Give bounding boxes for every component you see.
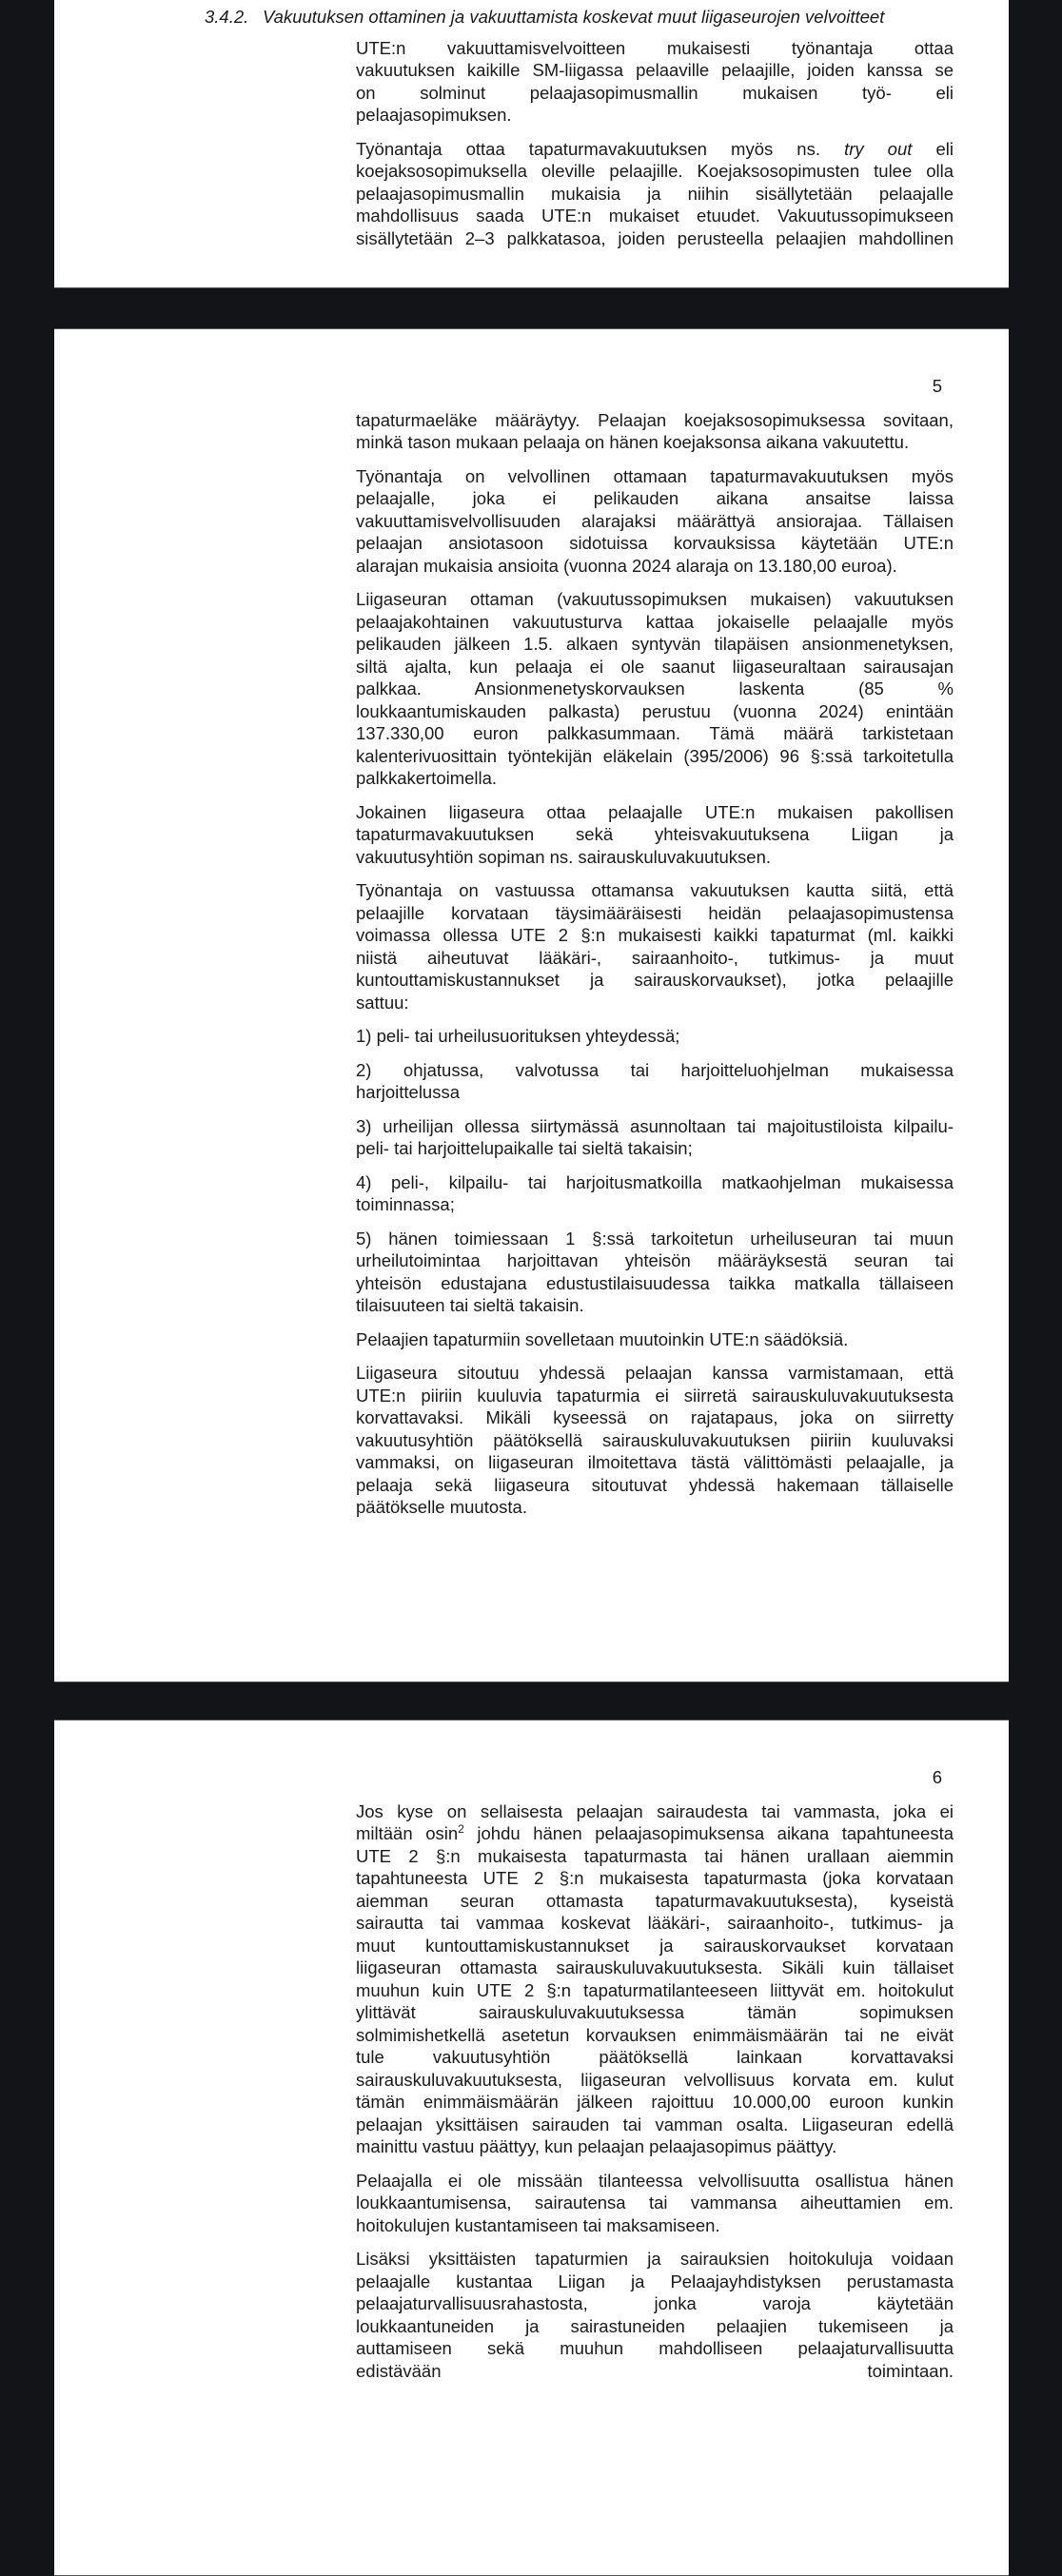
text-line: 3) urheilijan ollessa siirtymässä asunnoltaan tai majoitustiloista kilpailu- [356, 1115, 954, 1136]
text-line: voimassa ollessa UTE 2 §:n mukaisesti kaikki tapaturmat (ml. kaikki [356, 925, 954, 945]
text-line: 1) peli- tai urheilusuorituksen yhteydessä; [356, 1026, 680, 1046]
paragraph [356, 1328, 954, 1351]
text-line: tule vakuutusyhtiön päätöksellä lainkaan korvattavaksi [356, 2047, 954, 2067]
paragraph [356, 37, 954, 127]
text-line: auttamiseen sekä muuhun mahdolliseen pelaajaturvallisuutta [356, 2338, 954, 2358]
text-line: pelaajille korvataan täysimääräisesti heidän pelaajasopimustensa [356, 902, 954, 923]
text-line: minkä tason mukaan pelaaja on hänen koejaksonsa aikana vakuutettu. [356, 432, 910, 452]
pdf-page-4-fragment [54, 0, 1009, 288]
text-line: Työnantaja on velvollinen ottamaan tapaturmavakuutuksen myös [356, 465, 954, 486]
pdf-page-6-fragment [54, 1720, 1009, 2576]
text-line: päätökselle muutosta. [356, 1497, 527, 1517]
text-line: mainittu vastuu päättyy, kun pelaajan pelaajasopimus päättyy. [356, 2136, 837, 2156]
text-line: hoitokulujen kustantamiseen tai maksamiseen. [356, 2214, 720, 2235]
paragraph [356, 1059, 954, 1104]
text-line: loukkaantumiskauden palkasta) perustuu (vuonna 2024) enintään [356, 700, 954, 721]
text-line: Liigaseuran ottaman (vakuutussopimuksen mukaisen) vakuutuksen [356, 589, 954, 609]
text-line: sairauskuluvakuutuksesta, liigaseuran velvollisuus korvata em. kulut [356, 2069, 954, 2090]
text-line: Pelaajien tapaturmiin sovelletaan muutoinkin UTE:n säädöksiä. [356, 1328, 849, 1349]
text-line: tilaisuuteen tai sieltä takaisin. [356, 1295, 584, 1315]
text-line: liigaseuran ottamasta sairauskuluvakuutuksesta. Sikäli kuin tällaiset [356, 1957, 954, 1977]
text-line: 137.330,00 euron palkkasummaan. Tämä määrä tarkistetaan [356, 723, 954, 743]
paragraph [356, 1228, 954, 1317]
paragraph [356, 2170, 954, 2237]
text-line: 5) hänen toimiessaan 1 §:ssä tarkoitetun urheiluseuran tai muun [356, 1228, 954, 1249]
text-line: edistävään toimintaan. [356, 2360, 954, 2381]
text-line: pelaajan yksittäisen sairauden tai vamman osalta. Liigaseuran edellä [356, 2114, 954, 2134]
text-line: harjoittelussa [356, 1082, 461, 1102]
text-line: pelaajaturvallisuusrahastosta, jonka varoja käytetään [356, 2293, 954, 2313]
paragraph [356, 465, 954, 578]
text-line: vakuuttamisvelvollisuuden alarajaksi määrättyä ansiorajaa. Tällaisen [356, 510, 954, 531]
text-line: pelaajan ansiotasoon sidotuissa korvauksissa käytetään UTE:n [356, 533, 954, 553]
text-line: korvattavaksi. Mikäli kyseessä on rajatapaus, joka on siirretty [356, 1407, 954, 1427]
paragraph [356, 1800, 954, 2158]
text-line: Pelaajalla ei ole missään tilanteessa velvollisuutta osallistua hänen [356, 2170, 954, 2191]
paragraph [356, 1025, 954, 1048]
text-line: kuntouttamiskustannukset ja sairauskorvaukset), jotka pelaajille [356, 970, 954, 990]
paragraph [356, 801, 954, 869]
text-line: Liigaseura sitoutuu yhdessä pelaajan kanssa varmistamaan, että [356, 1363, 954, 1383]
text-line: Jos kyse on sellaisesta pelaajan sairaudesta tai vammasta, joka ei [356, 1800, 954, 1821]
paragraph [356, 879, 954, 1013]
text-line: vakuutuksen kaikille SM-liigassa pelaaville pelaajille, joiden kanssa se [356, 60, 954, 80]
text-line: peli- tai harjoittelupaikalle tai sieltä takaisin; [356, 1138, 693, 1158]
section-title: Vakuutuksen ottaminen ja vakuuttamista koskevat muut liigaseurojen velvoitteet [263, 7, 885, 27]
text-line: toiminnassa; [356, 1194, 455, 1214]
text-line: tapaturmaeläke määräytyy. Pelaajan koejaksosopimuksessa sovitaan, [356, 409, 954, 430]
text-line: Jokainen liigaseura ottaa pelaajalle UTE:n mukaisen pakollisen [356, 801, 954, 822]
text-line: 2) ohjatussa, valvotussa tai harjoitteluohjelman mukaisessa [356, 1059, 954, 1080]
paragraph [356, 409, 954, 454]
text-line: 4) peli-, kilpailu- tai harjoitusmatkoilla matkaohjelman mukaisessa [356, 1171, 954, 1192]
text-line: tämän enimmäismäärän jälkeen rajoittuu 10.000,00 euroon kunkin [356, 2092, 954, 2112]
text-line: Työnantaja on vastuussa ottamansa vakuutuksen kautta siitä, että [356, 880, 954, 900]
text-line: palkkakertoimella. [356, 768, 498, 788]
paragraph [356, 588, 954, 790]
text-line: pelaaja sekä liigaseura sitoutuvat yhdessä hakemaan tällaiselle [356, 1474, 954, 1495]
text-line: UTE:n vakuuttamisvelvoitteen mukaisesti työnantaja ottaa [356, 37, 954, 58]
text-line: yhteisön edustajana edustustilaisuudessa taikka matkalla tällaiseen [356, 1272, 954, 1293]
paragraph [356, 1171, 954, 1216]
text-line: kalenterivuosittain työntekijän eläkelain (395/2006) 96 §:ssä tarkoitetulla [356, 745, 954, 766]
text-line: tapahtuneesta UTE 2 §:n mukaisesta tapaturmasta (joka korvataan [356, 1868, 954, 1888]
text-line: vakuutusyhtiön sopiman ns. sairauskuluvakuutuksen. [356, 846, 772, 867]
text-line: niistä aiheutuvat lääkäri-, sairaanhoito-, tutkimus- ja muut [356, 947, 954, 968]
text-line: pelaajalle, joka ei pelikauden aikana ansaitse laissa [356, 488, 954, 508]
text-line: sattuu: [356, 992, 409, 1013]
text-line: UTE:n piiriin kuuluvia tapaturmia ei siirretä sairauskuluvakuutuksesta [356, 1385, 954, 1406]
text-line: sisällytetään 2–3 palkkatasoa, joiden perusteella pelaajien mahdollinen [356, 227, 954, 248]
text-line: sairautta tai vammaa koskevat lääkäri-, sairaanhoito-, tutkimus- ja [356, 1913, 954, 1933]
section-number: 3.4.2. [205, 7, 249, 27]
text-line: muuhun kuin UTE 2 §:n tapaturmatilanteeseen liittyvät em. hoitokulut [356, 1979, 954, 2000]
text-line: pelikauden jälkeen 1.5. alkaen syntyvän tilapäisen ansionmenetyksen, [356, 634, 954, 654]
text-line: alarajan mukaisia ansioita (vuonna 2024 alaraja on 13.180,00 euroa). [356, 555, 897, 576]
paragraph [356, 1362, 954, 1519]
text-line: Työnantaja ottaa tapaturmavakuutuksen myös ns. try out eli [356, 138, 954, 159]
text-line: loukkaantumisensa, sairautensa tai vammansa aiheuttamien em. [356, 2193, 954, 2212]
text-line: siltä ajalta, kun pelaaja ei ole saanut liigaseuraltaan sairausajan [356, 656, 954, 677]
paragraph [356, 1115, 954, 1160]
text-line: loukkaantuneiden ja sairastuneiden pelaajien tukemiseen ja [356, 2315, 954, 2336]
section-heading [205, 6, 987, 29]
pdf-page-5 [54, 328, 1009, 1682]
text-line: pelaajalle kustantaa Liigan ja Pelaajayhdistyksen perustamasta [356, 2271, 954, 2291]
text-line: ylittävät sairauskuluvakuutuksessa tämän sopimuksen [356, 2002, 954, 2022]
text-line: pelaajakohtainen vakuutusturva kattaa jokaiselle pelaajalle myös [356, 611, 954, 632]
text-line: muut kuntouttamiskustannukset ja sairauskorvaukset korvataan [356, 1935, 954, 1956]
text-line: solmimishetkellä asetetun korvauksen enimmäismäärän tai ne eivät [356, 2024, 954, 2045]
text-line: vammaksi, on liigaseuran ilmoitettava tästä välittömästi pelaajalle, ja [356, 1452, 954, 1472]
paragraph [356, 138, 954, 250]
text-line: urheilutoimintaa harjoittavan yhteisön määräyksestä seuran tai [356, 1250, 954, 1270]
text-line: pelaajasopimuksen. [356, 105, 512, 125]
text-line: UTE 2 §:n mukaisesta tapaturmasta tai hänen urallaan aiemmin [356, 1845, 954, 1866]
text-line: pelaajasopimusmallin mukaisia ja niihin sisällytetään pelaajalle [356, 183, 954, 204]
text-line: vakuutusyhtiön päätöksellä sairauskuluvakuutuksen piiriin kuuluvaksi [356, 1429, 954, 1450]
text-line: palkkaa. Ansionmenetyskorvauksen laskenta (85 % [356, 678, 954, 698]
page-number: 6 [932, 1767, 942, 1787]
text-line: tapaturmavakuutuksen sekä yhteisvakuutuksena Liigan ja [356, 824, 954, 844]
text-line: aiemman seuran ottamasta tapaturmavakuutuksesta), kyseistä [356, 1890, 954, 1911]
text-line: Lisäksi yksittäisten tapaturmien ja sairauksien hoitokuluja voidaan [356, 2249, 954, 2269]
page-number: 5 [932, 376, 942, 396]
paragraph [356, 2248, 954, 2382]
text-line: on solminut pelaajasopimusmallin mukaisen työ- eli [356, 82, 954, 103]
text-line: mahdollisuus saada UTE:n mukaiset etuudet. Vakuutussopimukseen [356, 206, 954, 226]
text-line: koejaksosopimuksella oleville pelaajille. Koejaksosopimusten tulee olla [356, 161, 954, 181]
text-line: miltään osin$^2$ johdu hänen pelaajasopimuksensa aikana tapahtuneesta [356, 1821, 954, 1843]
